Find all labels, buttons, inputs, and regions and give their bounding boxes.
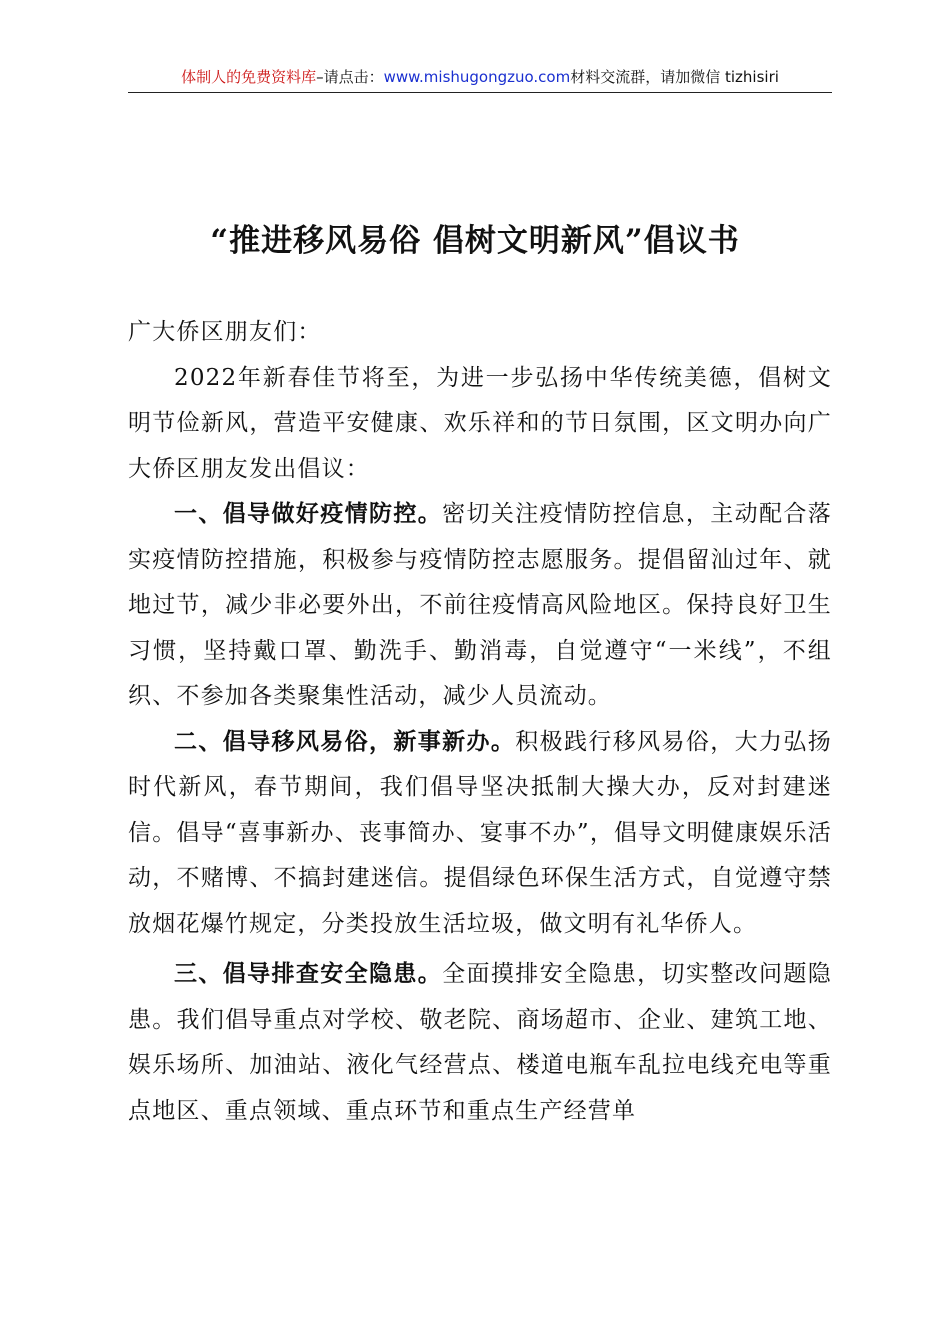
section-heading-2: 二、倡导移风易俗，新事新办。 [174, 728, 516, 755]
salutation: 广大侨区朋友们： [128, 319, 322, 345]
section-paragraph-1 [128, 492, 832, 720]
header-prompt: –请点击： [316, 68, 384, 86]
section-text-1: 密切关注疫情防控信息，主动配合落实疫情防控措施，积极参与疫情防控志愿服务。提倡留汕过年、就地过节，减少非必要外出，不前往疫情高风险地区。保持良好卫生习惯，坚持戴口罩、勤洗手、勤消毒，自觉遵守“一米线”，不组织、不参加各类聚集性活动，减少人员流动。 [128, 501, 833, 709]
page-header [128, 66, 832, 93]
section-text-2: 积极践行移风易俗，大力弘扬时代新风，春节期间，我们倡导坚决抵制大操大办，反对封建迷信。倡导“喜事新办、丧事简办、宴事不办”，倡导文明健康娱乐活动，不赌博、不搞封建迷信。提倡绿色环保生活方式，自觉遵守禁放烟花爆竹规定，分类投放生活垃圾，做文明有礼华侨人。 [128, 728, 832, 937]
header-site-name: 体制人的免费资料库 [181, 68, 317, 86]
intro-paragraph: 2022年新春佳节将至，为进一步弘扬中华传统美德，倡树文明节俭新风，营造平安健康、欢乐祥和的节日氛围，区文明办向广大侨区朋友发出倡议： [128, 364, 832, 482]
header-link[interactable]: www.mishugongzuo.com [383, 68, 571, 86]
section-paragraph-2 [128, 720, 832, 948]
document-title: “推进移风易俗 倡树文明新风”倡议书 [210, 223, 740, 259]
section-heading-3: 三、倡导排查安全隐患。 [174, 961, 443, 987]
section-text-3: 全面摸排安全隐患，切实整改问题隐患。我们倡导重点对学校、敬老院、商场超市、企业、建筑工地、娱乐场所、加油站、液化气经营点、楼道电瓶车乱拉电线充电等重点地区、重点领域、重点环节和重点生产经营单 [128, 961, 833, 1124]
section-paragraph-3 [128, 952, 832, 1134]
document-body [128, 310, 832, 1134]
section-heading-1: 一、倡导做好疫情防控。 [174, 501, 443, 527]
header-note: 材料交流群，请加微信 tizhisiri [570, 68, 779, 86]
